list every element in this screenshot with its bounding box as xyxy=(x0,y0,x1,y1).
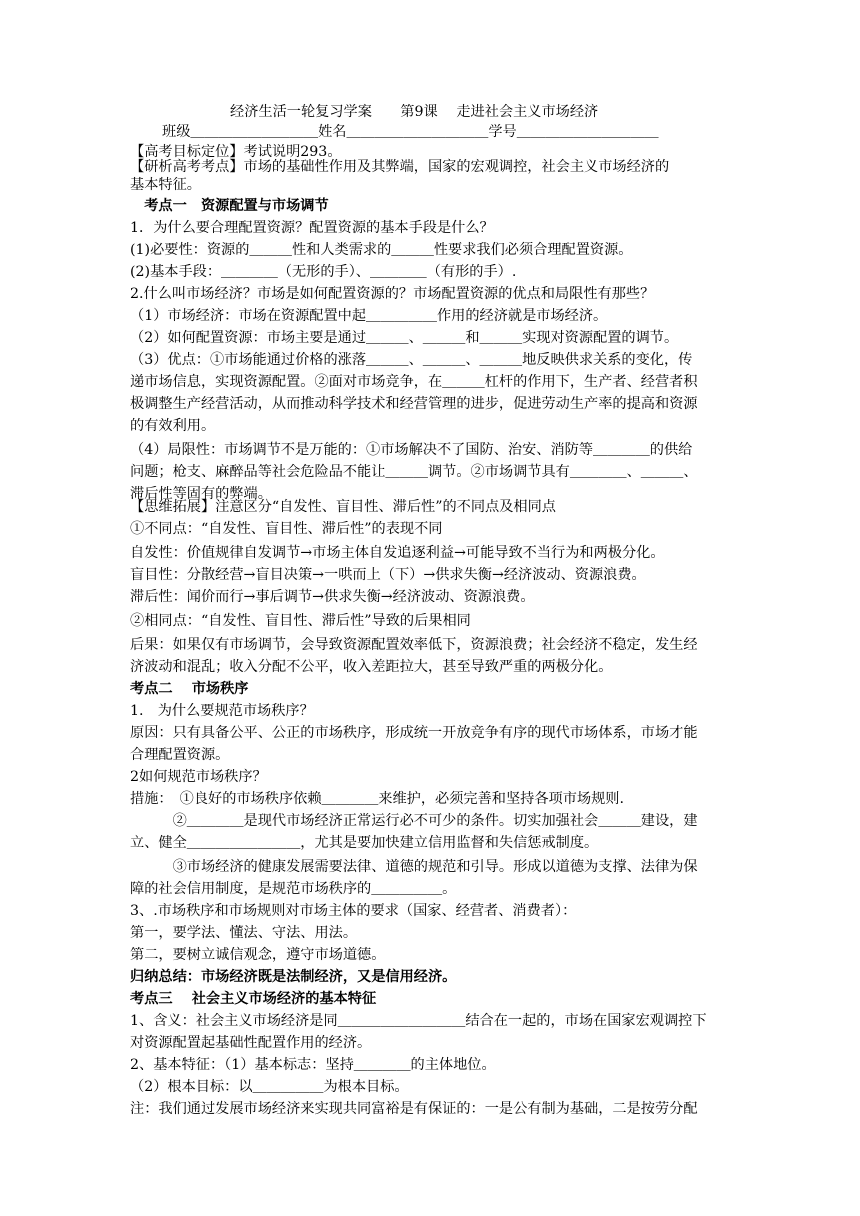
text-line: （3）优点：①市场能通过价格的涨落＿＿＿、＿＿＿、＿＿＿地反映供求关系的变化，传 xyxy=(130,352,693,368)
text-line: 2.什么叫市场经济？市场是如何配置资源的？市场配置资源的优点和局限性有那些？ xyxy=(130,286,655,302)
text-line: 措施： ①良好的市场秩序依赖＿＿＿＿来维护，必须完善和坚持各项市场规则. xyxy=(130,791,624,807)
text-line: 滞后性：闻价而行→事后调节→供求失衡→经济波动、资源浪费。 xyxy=(130,589,535,605)
summary-line: 归纳总结：市场经济既是法制经济，又是信用经济。 xyxy=(130,969,457,985)
text-line: 【研析高考考点】市场的基础性作用及其弊端，国家的宏观调控，社会主义市场经济的 xyxy=(130,159,670,175)
text-line: 极调整生产经营活动，从而推动科学技术和经营管理的进步，促进劳动生产率的提高和资源 xyxy=(130,396,698,412)
text-line: 原因：只有具备公平、公正的市场秩序，形成统一开放竞争有序的现代市场体系，市场才能 xyxy=(130,725,698,741)
text-line: 障的社会信用制度，是规范市场秩序的＿＿＿＿＿。 xyxy=(130,881,457,897)
text-line: （4）局限性：市场调节不是万能的：①市场解决不了国防、治安、消防等＿＿＿＿的供给 xyxy=(130,442,693,458)
text-line: （1）市场经济：市场在资源配置中起＿＿＿＿＿作用的经济就是市场经济。 xyxy=(130,308,608,324)
text-line: 问题；枪支、麻醉品等社会危险品不能让＿＿＿调节。②市场调节具有＿＿＿＿、＿＿＿、 xyxy=(130,464,698,480)
text-line: 后果：如果仅有市场调节，会导致资源配置效率低下，资源浪费；社会经济不稳定，发生经 xyxy=(130,637,698,653)
section-heading: 考点三 社会主义市场经济的基本特征 xyxy=(130,991,377,1007)
text-line: (2)基本手段：＿＿＿＿（无形的手）、＿＿＿＿（有形的手）. xyxy=(130,264,517,280)
text-line: ①不同点：“自发性、盲目性、滞后性”的表现不同 xyxy=(130,521,443,537)
text-line: 济波动和混乱；收入分配不公平，收入差距拉大，甚至导致严重的两极分化。 xyxy=(130,659,613,675)
text-line: 2、基本特征：（1）基本标志：坚持＿＿＿＿的主体地位。 xyxy=(130,1057,496,1073)
document-title: 经济生活一轮复习学案 第9课 走进社会主义市场经济 xyxy=(230,104,599,120)
text-line: ③市场经济的健康发展需要法律、道德的规范和引导。形成以道德为支撑、法律为保 xyxy=(130,859,698,875)
text-line: 立、健全＿＿＿＿＿＿＿＿，尤其是要加快建立信用监督和失信惩戒制度。 xyxy=(130,835,599,851)
text-line: （2）如何配置资源：市场主要是通过＿＿＿、＿＿＿和＿＿＿实现对资源配置的调节。 xyxy=(130,330,679,346)
text-line: 基本特征。 xyxy=(130,177,201,193)
text-line: 的有效利用。 xyxy=(130,418,216,434)
section-heading: 考点一 资源配置与市场调节 xyxy=(130,198,329,214)
text-line: ②相同点：“自发性、盲目性、滞后性”导致的后果相同 xyxy=(130,613,471,629)
text-line: 3、.市场秩序和市场规则对市场主体的要求（国家、经营者、消费者）： xyxy=(130,903,577,919)
text-line: 2如何规范市场秩序？ xyxy=(130,769,267,785)
text-line: 1．为什么要合理配置资源？配置资源的基本手段是什么？ xyxy=(130,220,494,236)
text-line: 递市场信息，实现资源配置。②面对市场竞争，在＿＿＿杠杆的作用下，生产者、经营者积 xyxy=(130,374,698,390)
text-line: 盲目性：分散经营→盲目决策→一哄而上（下）→供求失衡→经济波动、资源浪费。 xyxy=(130,567,646,583)
text-line: 第二，要树立诚信观念，遵守市场道德。 xyxy=(130,947,386,963)
text-line: 【高考目标定位】考试说明293。 xyxy=(130,144,342,160)
text-line: (1)必要性：资源的＿＿＿性和人类需求的＿＿＿性要求我们必须合理配置资源。 xyxy=(130,242,633,258)
text-line: 第一，要学法、懂法、守法、用法。 xyxy=(130,925,358,941)
text-line: 自发性：价值规律自发调节→市场主体自发追逐利益→可能导致不当行为和两极分化。 xyxy=(130,545,665,561)
section-heading: 考点二 市场秩序 xyxy=(130,681,249,697)
student-info-line: 班级＿＿＿＿＿＿＿＿＿姓名＿＿＿＿＿＿＿＿＿＿学号＿＿＿＿＿＿＿＿＿＿ xyxy=(162,124,659,140)
text-line: （2）根本目标：以＿＿＿＿＿为根本目标。 xyxy=(130,1079,409,1095)
text-line: 注：我们通过发展市场经济来实现共同富裕是有保证的：一是公有制为基础，二是按劳分配 xyxy=(130,1101,698,1117)
text-line: 1. 为什么要规范市场秩序？ xyxy=(130,703,314,719)
text-line: 合理配置资源。 xyxy=(130,747,230,763)
text-line: 1、含义：社会主义市场经济是同＿＿＿＿＿＿＿＿＿结合在一起的，市场在国家宏观调控下 xyxy=(130,1013,707,1029)
text-line: 【思维拓展】注意区分“自发性、盲目性、滞后性”的不同点及相同点 xyxy=(130,499,556,515)
text-line: ②＿＿＿＿是现代市场经济正常运行必不可少的条件。切实加强社会＿＿＿建设，建 xyxy=(130,813,698,829)
text-line: 对资源配置起基础性配置作用的经济。 xyxy=(130,1035,372,1051)
text-line: 滞后性等固有的弊端。 xyxy=(130,486,272,502)
